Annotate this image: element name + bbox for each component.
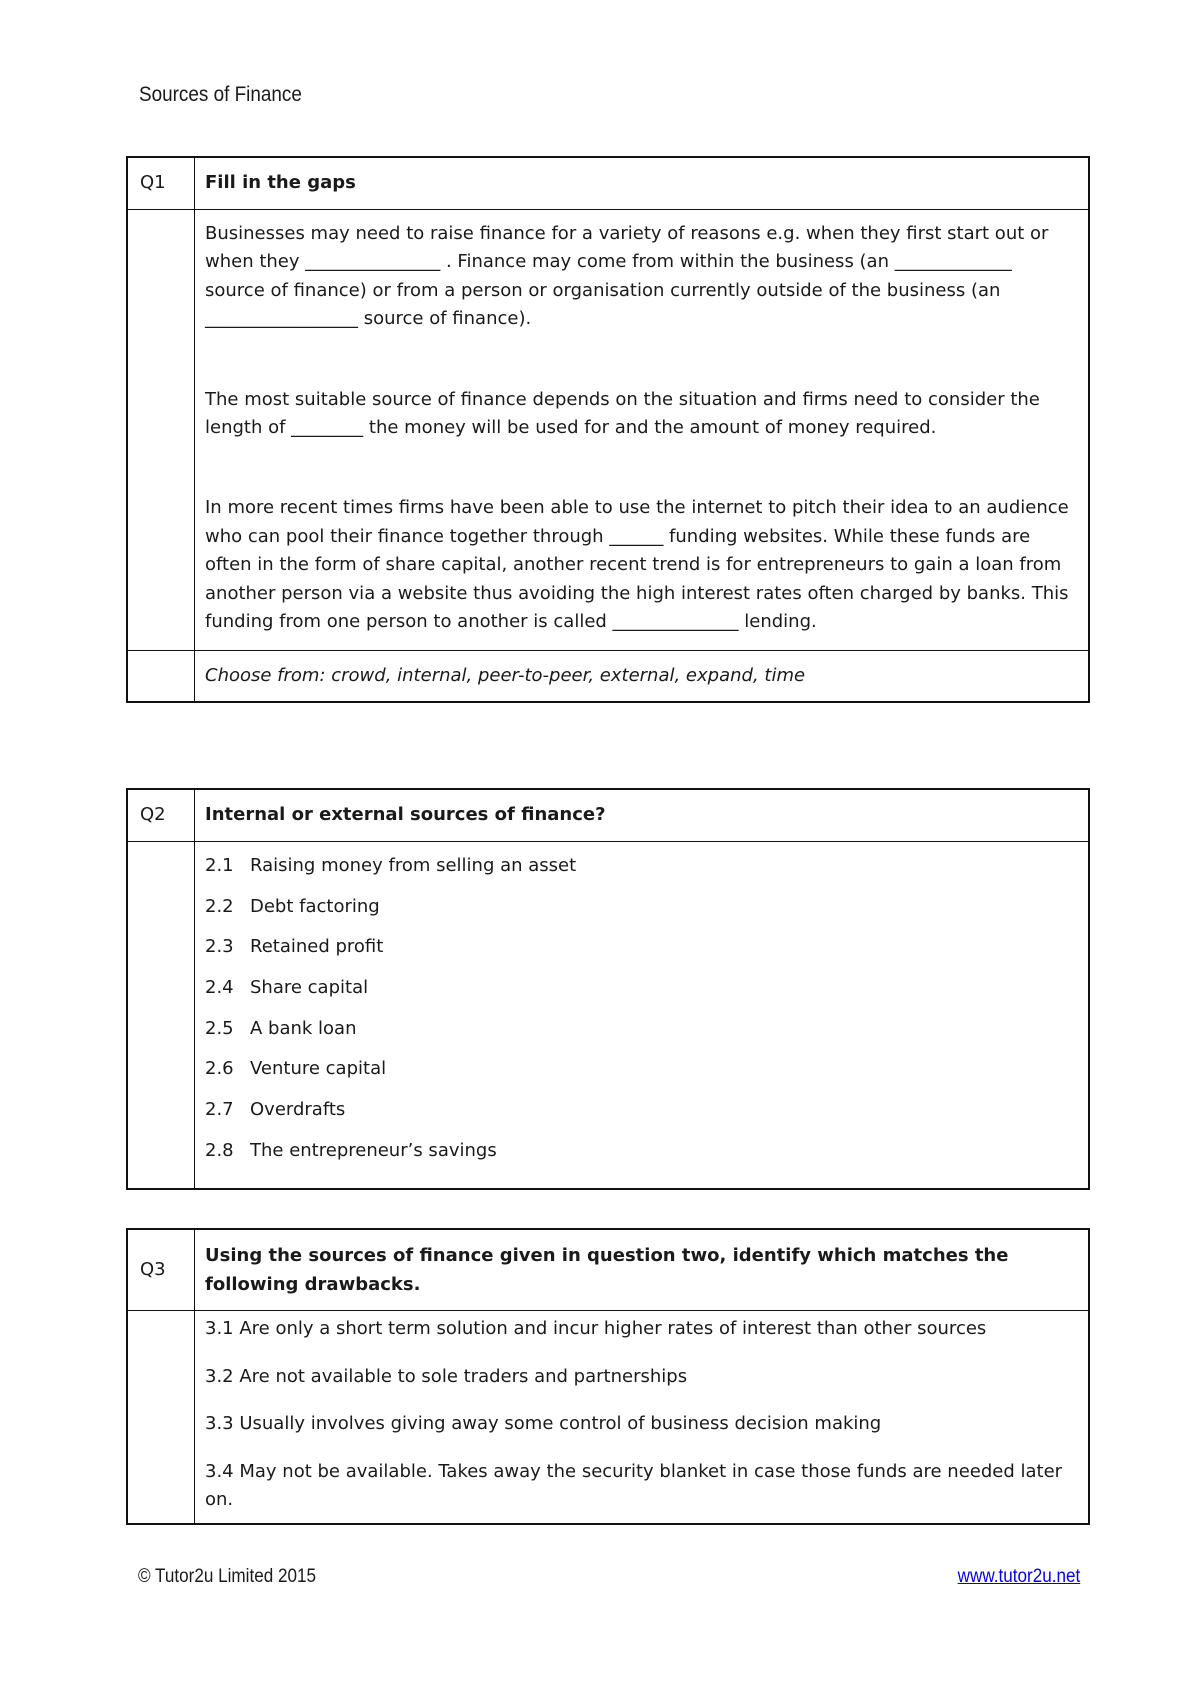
list-item: 3.4 May not be available. Takes away the security blanket in case those funds are needed later on.: [205, 1460, 1063, 1510]
list-item: 2.4 Share capital: [205, 977, 369, 999]
question-number: Q2: [127, 789, 195, 842]
list-item: 3.2 Are not available to sole traders and partnerships: [205, 1365, 688, 1387]
copyright-text: © Tutor2u Limited 2015: [138, 1566, 317, 1587]
list-item: 2.5 A bank loan: [205, 1017, 357, 1039]
question-number: Q3: [127, 1229, 195, 1311]
question-heading: Internal or external sources of finance?: [195, 789, 1090, 842]
page-title: Sources of Finance: [139, 83, 302, 106]
question-heading: Fill in the gaps: [195, 157, 1090, 210]
question-number: Q1: [127, 157, 195, 210]
choose-from-words: Choose from: crowd, internal, peer-to-peer, external, expand, time: [195, 651, 1090, 703]
question-1-body: [195, 210, 1090, 651]
question-2-table: [126, 788, 1090, 1190]
question-1-table: [126, 156, 1090, 703]
question-heading: Using the sources of finance given in question two, identify which matches the following drawbacks.: [195, 1229, 1090, 1311]
paragraph: In more recent times firms have been able to use the internet to pitch their idea to an audience who can pool their finance together through ______ funding websites. While these funds are often in the form of share capital, another recent trend is for entrepreneurs to gain a loan from another person via a website thus avoiding the high interest rates often charged by banks. This funding from one person to another is called ______________ lending.: [205, 497, 1069, 633]
list-item: 3.1 Are only a short term solution and incur higher rates of interest than other sources: [205, 1318, 987, 1339]
website-link[interactable]: www.tutor2u.net: [957, 1566, 1080, 1587]
paragraph: The most suitable source of finance depends on the situation and firms need to consider the length of ________ the money will be used for and the amount of money required.: [205, 388, 1040, 439]
list-item: 2.7 Overdrafts: [205, 1099, 346, 1121]
question-3-body: [195, 1311, 1090, 1524]
list-item: 2.6 Venture capital: [205, 1058, 387, 1080]
question-2-body: [195, 842, 1090, 1189]
list-item: 2.1 Raising money from selling an asset: [205, 855, 577, 876]
list-item: 2.8 The entrepreneur’s savings: [205, 1139, 497, 1161]
list-item: 2.2 Debt factoring: [205, 895, 380, 917]
paragraph: Businesses may need to raise finance for a variety of reasons e.g. when they first start out or when they _______________ . Finance may come from within the business (an _____________ source of finance) or from a person or organisation currently outside of the business (an _________________ source of finance).: [205, 223, 1049, 330]
list-item: 3.3 Usually involves giving away some control of business decision making: [205, 1413, 882, 1434]
list-item: 2.3 Retained profit: [205, 936, 384, 958]
question-3-table: [126, 1228, 1090, 1525]
